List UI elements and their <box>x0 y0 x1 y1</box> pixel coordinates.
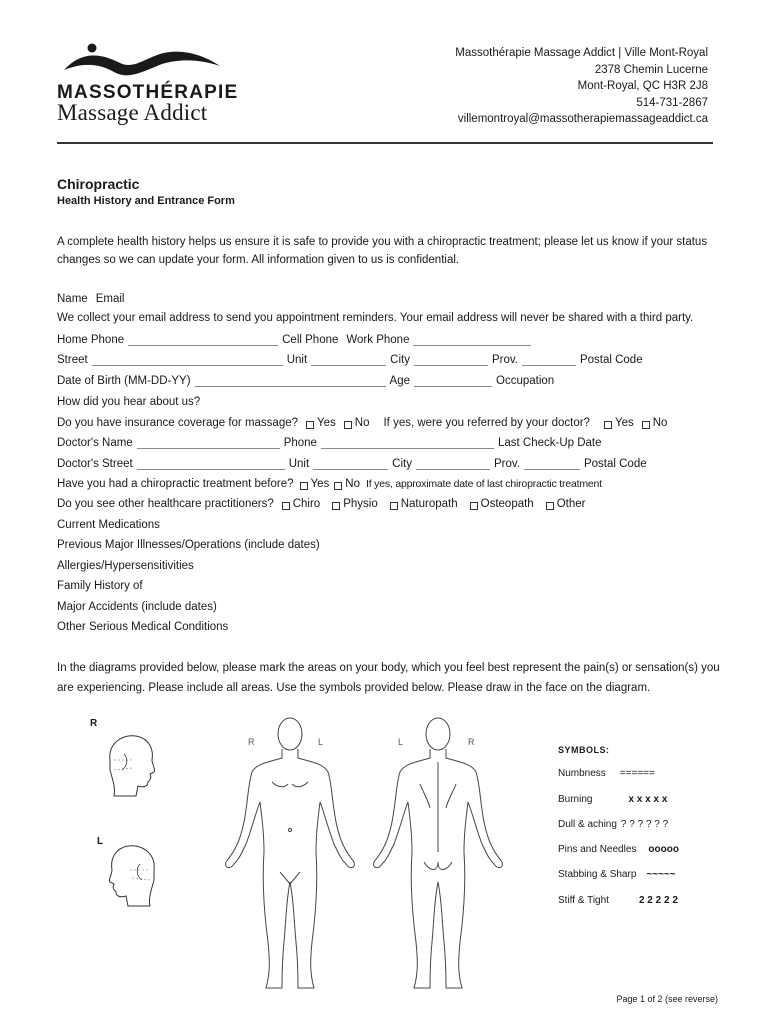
other-checkbox[interactable] <box>546 502 554 510</box>
referred-question: If yes, were you referred by your doctor? <box>383 417 590 429</box>
allergies-row <box>57 558 715 572</box>
prov-field[interactable] <box>522 356 576 366</box>
unit-label: Unit <box>286 354 308 366</box>
osteopath-label: Osteopath <box>480 498 534 510</box>
email-label: Email <box>95 293 125 305</box>
symbol-mark: ? ? ? ? ? ? <box>620 819 669 830</box>
family-history-row <box>57 578 715 592</box>
other-label: Other <box>556 498 586 510</box>
symbol-name: Pins and Needles <box>558 844 637 855</box>
symbol-name: Burning <box>558 794 593 805</box>
chiro-before-question: Have you had a chiropractic treatment before? <box>57 478 294 490</box>
symbol-mark: ooooo <box>648 844 679 855</box>
physio-checkbox[interactable] <box>332 502 340 510</box>
body-back-diagram[interactable] <box>368 712 508 997</box>
dob-label: Date of Birth (MM-DD-YY) <box>57 375 191 387</box>
chiro-label: Chiro <box>292 498 321 510</box>
hear-about-row <box>57 394 715 408</box>
practitioners-question: Do you see other healthcare practitioners? <box>57 498 274 510</box>
prov-label: Prov. <box>491 354 518 366</box>
doctor-city-label: City <box>392 458 412 470</box>
insurance-yes-label: Yes <box>317 417 336 429</box>
insurance-no-checkbox[interactable] <box>344 421 352 429</box>
insurance-row <box>57 415 715 429</box>
symbol-mark: x x x x x <box>628 794 668 805</box>
dob-row <box>57 373 715 387</box>
head-right-label: R <box>90 718 98 729</box>
age-label: Age <box>389 375 411 387</box>
last-checkup-label: Last Check-Up Date <box>497 437 602 449</box>
other-conditions-label: Other Serious Medical Conditions <box>57 621 229 633</box>
unit-field[interactable] <box>311 356 386 366</box>
back-r-label: R <box>468 737 475 747</box>
doctor-prov-label: Prov. <box>493 458 520 470</box>
illnesses-label: Previous Major Illnesses/Operations (include dates) <box>57 539 320 551</box>
occupation-label: Occupation <box>496 375 555 387</box>
symbols-title: SYMBOLS: <box>558 745 610 755</box>
other-conditions-row <box>57 619 715 633</box>
body-front-diagram[interactable] <box>220 712 360 997</box>
symbol-burning <box>558 794 667 805</box>
front-l-label: L <box>318 737 324 747</box>
symbol-stabbing-sharp <box>558 869 676 880</box>
insurance-question: Do you have insurance coverage for massage? <box>57 417 299 429</box>
city-label: City <box>390 354 410 366</box>
doctor-name-label: Doctor's Name <box>57 437 133 449</box>
accidents-label: Major Accidents (include dates) <box>57 601 217 613</box>
referred-no-checkbox[interactable] <box>642 421 650 429</box>
clinic-city: Mont-Royal, QC H3R 2J8 <box>577 80 708 92</box>
osteopath-checkbox[interactable] <box>470 502 478 510</box>
phones-row <box>57 332 715 346</box>
clinic-email: villemontroyal@massotherapiemassageaddict.ca <box>457 113 708 125</box>
chiro-before-no-label: No <box>345 478 360 490</box>
family-history-label: Family History of <box>57 580 143 592</box>
head-left-diagram[interactable] <box>104 840 164 910</box>
chiro-before-row <box>57 476 715 490</box>
practitioners-row <box>57 496 715 510</box>
referred-yes-label: Yes <box>614 417 634 429</box>
chiro-checkbox[interactable] <box>282 502 290 510</box>
cell-phone-label: Cell Phone <box>282 334 339 346</box>
symbol-numbness <box>558 768 655 779</box>
symbol-name: Numbness <box>558 768 606 779</box>
doctor-street-field[interactable] <box>137 460 285 470</box>
doctor-city-field[interactable] <box>416 460 490 470</box>
symbol-dull-aching <box>558 819 668 830</box>
accidents-row <box>57 599 715 613</box>
doctor-postal-code-label: Postal Code <box>583 458 647 470</box>
home-phone-field[interactable] <box>128 336 278 346</box>
work-phone-field[interactable] <box>413 336 531 346</box>
medications-row <box>57 517 715 531</box>
doctor-name-row <box>57 435 715 449</box>
symbol-mark: ====== <box>619 768 655 779</box>
hear-about-label: How did you hear about us? <box>57 396 201 408</box>
logo-text-line1: MASSOTHÉRAPIE <box>57 82 239 103</box>
age-field[interactable] <box>414 377 492 387</box>
insurance-no-label: No <box>354 417 370 429</box>
doctor-street-label: Doctor's Street <box>57 458 133 470</box>
work-phone-label: Work Phone <box>346 334 410 346</box>
form-intro: A complete health history helps us ensure it is safe to provide you with a chiropractic treatment; please let us know if your status changes so we can update your form. All information given to us is confidential. <box>57 236 708 266</box>
symbol-pins-needles <box>558 844 679 855</box>
back-l-label: L <box>398 737 404 747</box>
referred-no-label: No <box>652 417 668 429</box>
clinic-address <box>455 45 708 128</box>
front-r-label: R <box>248 737 255 747</box>
home-phone-label: Home Phone <box>57 334 125 346</box>
doctor-unit-field[interactable] <box>313 460 388 470</box>
illnesses-row <box>57 537 715 551</box>
symbol-mark: ~~~~~ <box>646 869 676 880</box>
clinic-street: 2378 Chemin Lucerne <box>594 63 708 76</box>
chiro-before-yes-checkbox[interactable] <box>300 482 308 490</box>
clinic-phone: 514-731-2867 <box>636 96 708 109</box>
dob-field[interactable] <box>195 377 386 387</box>
doctor-prov-field[interactable] <box>524 460 580 470</box>
street-label: Street <box>57 354 88 366</box>
logo-swoosh-icon <box>62 40 222 82</box>
doctor-unit-label: Unit <box>288 458 310 470</box>
head-left-label: L <box>97 836 104 847</box>
name-email-row <box>57 291 715 305</box>
symbol-name: Stabbing & Sharp <box>558 869 637 880</box>
physio-label: Physio <box>343 498 378 510</box>
chiro-before-no-checkbox[interactable] <box>334 482 342 490</box>
header-divider <box>57 142 713 144</box>
form-title: Chiropractic <box>57 176 140 192</box>
head-right-diagram[interactable] <box>100 730 160 800</box>
symbol-mark: 2 2 2 2 2 <box>638 895 678 906</box>
page-number: Page 1 of 2 (see reverse) <box>616 994 718 1004</box>
symbol-name: Stiff & Tight <box>558 895 609 906</box>
address-row <box>57 352 715 366</box>
form-subtitle: Health History and Entrance Form <box>57 195 235 207</box>
allergies-label: Allergies/Hypersensitivities <box>57 560 194 572</box>
medications-label: Current Medications <box>57 519 160 531</box>
symbol-name: Dull & aching <box>558 819 617 830</box>
naturopath-label: Naturopath <box>400 498 458 510</box>
street-field[interactable] <box>92 356 283 366</box>
chiro-before-yes-label: Yes <box>310 478 330 490</box>
clinic-name: Massothérapie Massage Addict | Ville Mont-Royal <box>455 47 708 59</box>
diagram-instructions: In the diagrams provided below, please mark the areas on your body, which you feel best represent the pain(s) or sensation(s) you are experiencing. Please include all areas. Use the symbols provided below. Please draw in the face on the diagram. <box>57 662 720 694</box>
insurance-yes-checkbox[interactable] <box>306 421 314 429</box>
logo-text-line2: Massage Addict <box>57 100 208 125</box>
city-field[interactable] <box>414 356 488 366</box>
email-note: We collect your email address to send you appointment reminders. Your email address will never be shared with a third party. <box>57 312 694 324</box>
doctor-phone-field[interactable] <box>321 439 494 449</box>
chiro-date-label: If yes, approximate date of last chiropractic treatment <box>366 478 602 490</box>
doctor-address-row <box>57 456 715 470</box>
referred-yes-checkbox[interactable] <box>604 421 612 429</box>
symbol-stiff-tight <box>558 895 678 906</box>
doctor-phone-label: Phone <box>283 437 317 449</box>
name-label: Name <box>57 293 88 305</box>
doctor-name-field[interactable] <box>137 439 280 449</box>
postal-code-label: Postal Code <box>579 354 643 366</box>
naturopath-checkbox[interactable] <box>390 502 398 510</box>
